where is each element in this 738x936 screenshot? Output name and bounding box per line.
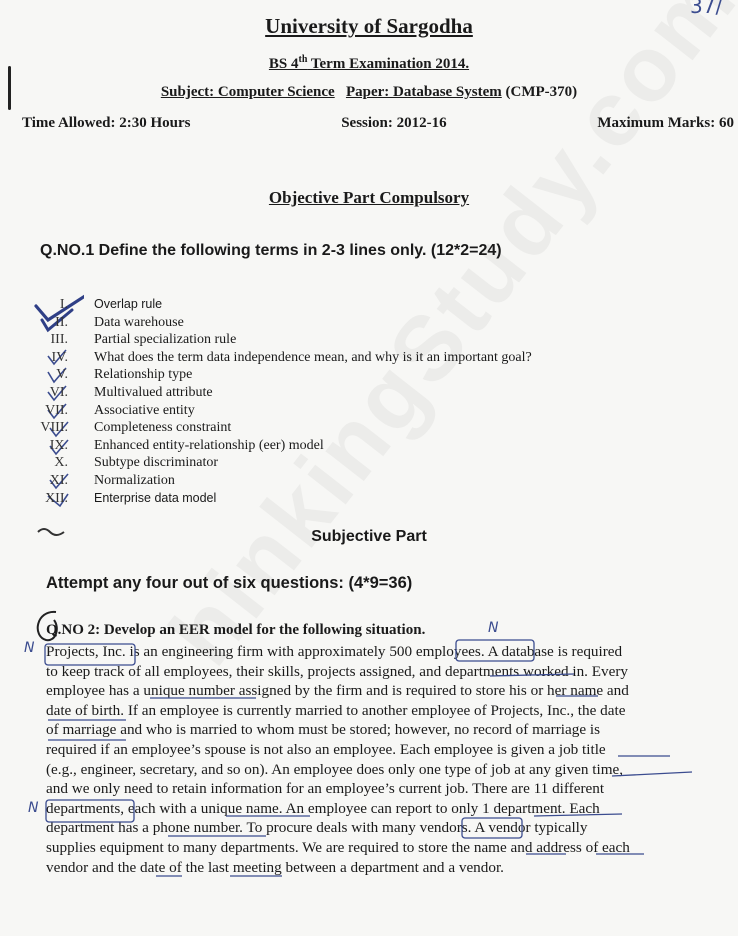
objective-title: Objective Part Compulsory xyxy=(268,188,470,207)
session: Session: 2012-16 xyxy=(341,115,447,131)
question-2-heading: Q.NO 2: Develop an EER model for the following situation. xyxy=(46,622,426,638)
attempt-instruction: Attempt any four out of six questions: (4*9=36) xyxy=(46,574,413,592)
maximum-marks: Maximum Marks: 60 xyxy=(597,115,734,131)
question-1: Q.NO.1 Define the following terms in 2-3 lines only. (12*2=24) xyxy=(40,242,502,259)
paragraph-line: Projects, Inc. is an engineering firm with approximately 500 employees. A database is required xyxy=(46,643,623,660)
paragraph-line: department has a phone number. To procure deals with many vendors. A vendor typically xyxy=(46,819,588,837)
pen-box xyxy=(45,644,135,665)
time-allowed: Time Allowed: 2:30 Hours xyxy=(22,115,191,131)
paragraph-line: date of birth. If an employee is currently married to another employee of Projects, Inc., the date xyxy=(46,701,626,719)
subject-label: Subject: Computer Science xyxy=(160,84,335,100)
paragraph-line: to keep track of all employees, their skills, projects assigned, and departments worked in. Every xyxy=(46,662,629,680)
paragraph-line: supplies equipment to many departments. We are required to store the name and address of each xyxy=(46,838,630,856)
exam-title: BS 4th Term Examination 2014. xyxy=(268,54,470,72)
pen-underline xyxy=(490,674,574,676)
paragraph-line: departments, each with a unique name. An employee can report to only 1 department. Each xyxy=(46,799,600,817)
pen-box xyxy=(456,640,534,661)
paragraph-line: vendor and the date of the last meeting between a department and a vendor. xyxy=(46,858,504,876)
university-title: University of Sargodha xyxy=(265,14,473,38)
margin-n-mark: N xyxy=(488,620,499,636)
paragraph-line: and we only need to retain information for an employee’s current job. There are 11 different xyxy=(46,780,605,798)
paragraph-line: of marriage and who is married to whom must be stored; however, no record of marriage is xyxy=(46,721,600,739)
paragraph-line: (e.g., engineer, secretary, and so on). An employee does only one type of job at any given time, xyxy=(46,760,624,778)
margin-n-mark: N xyxy=(24,640,35,656)
exam-page: 37/ University of Sargodha BS 4th Term Examination 2014. Subject: Computer Science Paper: Database System (CMP-370) Time Allowed: 2:30 Hours Session: 2012-16 Maximum Marks: 60 Objective Part Compulsory Q.NO.1 Define the following terms in 2-3 lines only. (12*2=24) I. Overlap rule II. Data warehouse III. Partial specialization rule IV. What does the term data independence mean, and why is it an important goal? V. Relationship type VI. Multivalued attribute VII. Associative entity VIII. Completeness constraint IX. Enhanced entity-relationship (eer) model X. Subtype discriminator XI. Normalization XII. Enterprise data model Subjective Part Attempt any four out of six questions: (4*9=36) N N N Q.NO 2: Develop an EER model for the following situation. Projects, Inc. is an engineering firm with approximately 500 employees. A database is required to keep track of all employees, their skills, projects assigned, and departments worked in. Every employee has a unique number assigned by the firm and is required to store his or her name and date of birth. If an employee is currently married to another employee of Projects, Inc., the date of marriage and who is married to whom must be stored; however, no record of marriage is required if an employee’s spouse is not also an employee. Each employee is given a job title (e.g., engineer, secretary, and so on). An employee does only one type of job at any given time, and we only need to retain information for an employee’s current job. There are 11 different departments, each with a unique name. An employee can report to only 1 department. Each department has a phone number. To procure deals with many vendors. A vendor typically supplies equipment to many departments. We are required to store the name and address of each vendor and the date of the last meeting between a department and a vendor. xyxy=(0,0,738,936)
pen-box xyxy=(462,818,522,838)
pen-box xyxy=(46,800,134,822)
corner-handwriting: 37/ xyxy=(690,0,723,18)
pen-underline xyxy=(534,814,622,816)
paragraph-line: employee has a unique number assigned by the firm and is required to store his or her name and xyxy=(46,682,629,700)
subjective-title: Subjective Part xyxy=(311,528,427,545)
paragraph-line: required if an employee’s spouse is not also an employee. Each employee is given a job title xyxy=(46,740,606,758)
pen-underline xyxy=(612,772,692,776)
paper-label: Paper: Database System xyxy=(345,84,502,100)
paper-code: (CMP-370) xyxy=(501,84,578,100)
margin-n-mark: N xyxy=(28,800,39,816)
